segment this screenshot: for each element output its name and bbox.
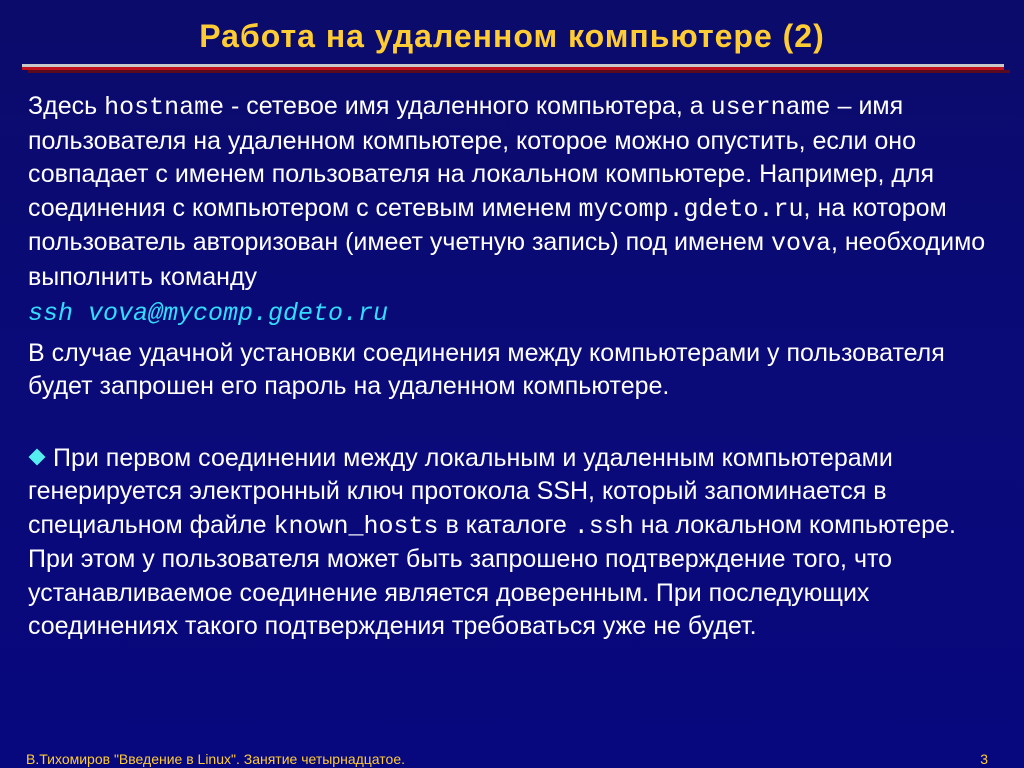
slide-title: Работа на удаленном компьютере (2) — [199, 18, 825, 54]
ssh-command-example: ssh vova@mycomp.gdeto.ru — [28, 299, 389, 328]
code-known-hosts: known_hosts — [273, 511, 439, 541]
title-underline — [22, 64, 1004, 72]
paragraph-text: в каталоге — [438, 510, 574, 539]
paragraph-text: - сетевое имя удаленного компьютера, а — [224, 92, 711, 120]
page-number: 3 — [980, 751, 988, 767]
paragraph-ssh-syntax — [28, 90, 994, 294]
paragraph-spacer — [28, 404, 994, 442]
code-hostname: hostname — [104, 93, 225, 122]
paragraph-text: При первом соединении между локальным и удаленным компьютерами генерируется электронный ключ протокола SSH, который запоминается в специальном файле — [28, 443, 893, 539]
code-ssh-dir: .ssh — [573, 511, 634, 541]
paragraph-text: , на котором пользователь авторизован (имеет учетную запись) под именем — [28, 193, 947, 256]
code-hostname-example: mycomp.gdeto.ru — [578, 194, 804, 224]
title-underline-red — [22, 67, 1004, 70]
footer-caption: В.Тихомиров "Введение в Linux". Занятие четырнадцатое. — [26, 751, 405, 767]
paragraph-password: В случае удачной установки соединения между компьютерами у пользователя будет запрошен его пароль на удаленном компьютере. — [28, 338, 945, 400]
diamond-bullet-icon — [29, 448, 46, 465]
paragraph-known-hosts — [28, 442, 994, 644]
slide-content — [28, 90, 994, 644]
paragraph-text: , необходимо выполнить команду — [28, 228, 986, 291]
paragraph-text: – имя пользователя на удаленном компьютере, которое можно опустить, если оно совпадает с именем пользователя на локальном компьютере. Например, для соединения с компьютером с сетевым именем — [28, 92, 935, 222]
code-user-example: vova — [770, 229, 831, 258]
title-underline-shadow — [28, 70, 1010, 73]
paragraph-text: Здесь — [28, 92, 105, 120]
paragraph-text: на локальном компьютере. При этом у пользователя может быть запрошено подтверждение того, что устанавливаемое соединение является доверенным. При последующих соединениях такого подтверждения требоваться уже не будет. — [28, 510, 956, 640]
code-username: username — [710, 93, 831, 122]
